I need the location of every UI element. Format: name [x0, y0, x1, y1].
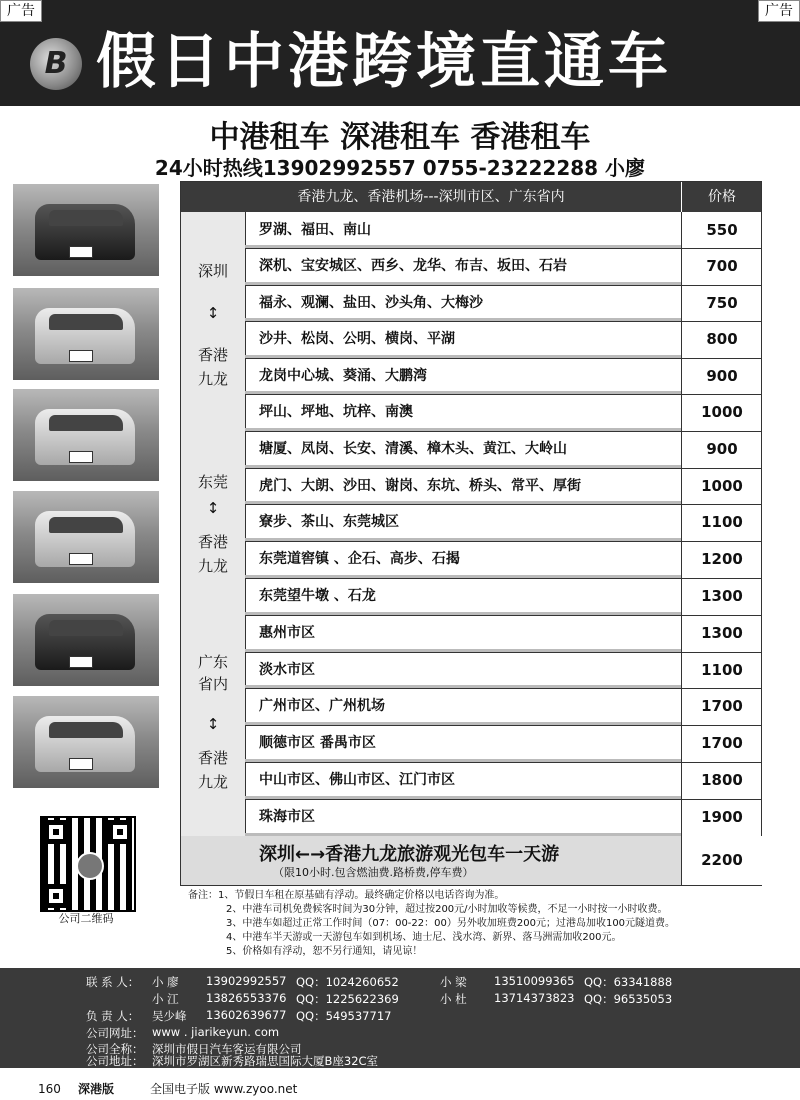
- note-4: 4、中港车半天游或一天游包车如到机场、迪士尼、浅水湾、新界、落马洲需加收200元。: [226, 932, 622, 943]
- contact-qq: QQ：1024260652: [296, 975, 399, 989]
- page-footer: [0, 1078, 800, 1100]
- row-dest: 罗湖、福田、南山: [259, 222, 371, 238]
- hotline: 24小时热线13902992557 0755-23222288 小廖: [154, 156, 646, 180]
- qr-code[interactable]: [40, 816, 136, 912]
- group-dongguan: [181, 431, 246, 616]
- row-dest: 东莞望牛墩 、石龙: [259, 588, 376, 604]
- table-row: [245, 725, 761, 763]
- group-to2: 九龙: [197, 557, 228, 575]
- site-link[interactable]: 全国电子版 www.zyoo.net: [150, 1082, 298, 1096]
- contact-phone[interactable]: 13510099365: [494, 974, 575, 988]
- contact-phone[interactable]: 13902992557: [206, 974, 287, 988]
- group-to2: 九龙: [197, 773, 228, 791]
- contact-phone[interactable]: 13826553376: [206, 991, 287, 1005]
- row-dest: 虎门、大朗、沙田、谢岗、东坑、桥头、常平、厚街: [259, 478, 581, 494]
- tour-note: （限10小时.包含燃油费.路桥费,停车费）: [273, 866, 474, 879]
- table-row: [245, 652, 761, 689]
- group-from2: 省内: [197, 675, 228, 693]
- logo-letter: B: [44, 46, 68, 81]
- row-price: 1100: [681, 504, 762, 541]
- row-dest: 塘厦、凤岗、长安、清溪、樟木头、黄江、大岭山: [259, 441, 567, 457]
- van-photo-2: [13, 288, 159, 380]
- row-price: 1000: [681, 394, 762, 431]
- header-price: 价格: [681, 182, 762, 212]
- row-price: 800: [681, 321, 762, 358]
- row-price: 900: [681, 358, 762, 394]
- label-address: 公司地址：: [86, 1054, 144, 1068]
- row-price: 700: [681, 248, 762, 285]
- table-row: [245, 321, 761, 359]
- group-to2: 九龙: [197, 370, 228, 388]
- price-table: [180, 181, 762, 886]
- table-row: [245, 248, 761, 286]
- row-dest: 中山市区、佛山市区、江门市区: [259, 772, 455, 788]
- group-from: 东莞: [197, 473, 228, 491]
- row-dest: 沙井、松岗、公明、横岗、平湖: [259, 331, 455, 347]
- note-3: 3、中港车如超过正常工作时间（07：00-22：00）另外收加班费200元；过港岛加收100元隧道费。: [226, 918, 676, 929]
- row-price: 1100: [681, 652, 762, 688]
- ad-tag-right: 广告: [758, 0, 800, 22]
- row-price: 1300: [681, 578, 762, 615]
- group-to: 香港: [197, 749, 228, 767]
- contact-name: 小 廖: [152, 975, 179, 989]
- table-row: [245, 468, 761, 505]
- edition: 深港版: [78, 1082, 115, 1096]
- company-logo: [30, 38, 82, 90]
- company-address: 深圳市罗湖区新秀路瑞思国际大厦B座32C室: [152, 1054, 379, 1068]
- row-dest: 坪山、坪地、坑梓、南澳: [259, 404, 413, 420]
- contact-qq: QQ：1225622369: [296, 992, 399, 1006]
- row-dest: 深机、宝安城区、西乡、龙华、布吉、坂田、石岩: [259, 258, 567, 274]
- table-row: [245, 615, 761, 653]
- table-row: [245, 688, 761, 726]
- table-row: [245, 394, 761, 432]
- subtitle: 中港租车 深港租车 香港租车: [209, 120, 591, 155]
- head-phone[interactable]: 13602639677: [206, 1008, 287, 1022]
- contact-qq: QQ：96535053: [584, 992, 673, 1006]
- row-price: 900: [681, 431, 762, 468]
- row-dest: 龙岗中心城、葵涌、大鹏湾: [259, 368, 427, 384]
- group-to: 香港: [197, 533, 228, 551]
- contact-name: 小 杜: [440, 992, 467, 1006]
- table-row: [245, 541, 761, 579]
- row-dest: 福永、观澜、盐田、沙头角、大梅沙: [259, 295, 483, 311]
- label-contact: 联 系 人：: [86, 975, 140, 989]
- arrow-icon: ↕: [206, 304, 220, 322]
- table-row: [245, 762, 761, 800]
- row-price: 1700: [681, 725, 762, 762]
- row-dest: 惠州市区: [259, 625, 315, 641]
- row-dest: 寮步、茶山、东莞城区: [259, 514, 399, 530]
- row-dest: 东莞道窖镇 、企石、高步、石揭: [259, 551, 460, 567]
- row-price: 1800: [681, 762, 762, 799]
- website-link[interactable]: www . jiarikeyun. com: [152, 1025, 280, 1039]
- table-row: [245, 285, 761, 322]
- page-number: 160: [38, 1082, 61, 1096]
- row-dest: 广州市区、广州机场: [259, 698, 385, 714]
- row-dest: 顺德市区 番禺市区: [259, 735, 376, 751]
- row-dest: 珠海市区: [259, 809, 315, 825]
- group-from: 深圳: [197, 262, 228, 280]
- row-dest: 淡水市区: [259, 662, 315, 678]
- table-row: [245, 212, 761, 249]
- van-photo-1: [13, 184, 159, 276]
- page-title: 假日中港跨境直通车: [96, 27, 672, 97]
- table-row: [245, 799, 761, 837]
- van-photo-5: [13, 594, 159, 686]
- note-5: 5、价格如有浮动，恕不另行通知，请见谅！: [226, 946, 423, 957]
- qr-caption: 公司二维码: [58, 912, 114, 925]
- row-price: 1900: [681, 799, 762, 836]
- contact-qq: QQ：63341888: [584, 975, 673, 989]
- row-price: 550: [681, 212, 762, 248]
- tour-price: 2200: [681, 836, 762, 885]
- van-photo-3: [13, 389, 159, 481]
- note-2: 2、中港车司机免费候客时间为30分钟，超过按200元/小时加收等候费，不足一小时按一小时收费。: [226, 904, 668, 915]
- contact-block: [0, 968, 800, 1068]
- arrow-icon: ↕: [206, 715, 220, 733]
- contact-phone[interactable]: 13714373823: [494, 991, 575, 1005]
- ad-tag-left: 广告: [0, 0, 42, 22]
- tour-title: 深圳←→香港九龙旅游观光包车一天游: [259, 844, 560, 865]
- row-price: 1700: [681, 688, 762, 725]
- company-fullname: 深圳市假日汽车客运有限公司: [152, 1042, 302, 1056]
- title-banner: [0, 0, 800, 106]
- row-price: 1200: [681, 541, 762, 578]
- group-to: 香港: [197, 346, 228, 364]
- contact-name: 小 梁: [440, 975, 467, 989]
- van-photo-4: [13, 491, 159, 583]
- label-fullname: 公司全称：: [86, 1042, 144, 1056]
- group-from: 广东: [197, 653, 228, 671]
- label-head: 负 责 人：: [86, 1009, 140, 1023]
- group-guangdong: [181, 615, 246, 837]
- table-row: [245, 504, 761, 542]
- tour-row: [181, 836, 761, 885]
- table-row: [245, 358, 761, 395]
- table-row: [245, 578, 761, 616]
- head-name: 吴少峰: [152, 1009, 187, 1023]
- table-row: [245, 431, 761, 469]
- header-route: 香港九龙、香港机场---深圳市区、广东省内: [297, 189, 565, 205]
- contact-name: 小 江: [152, 992, 179, 1006]
- row-price: 750: [681, 285, 762, 321]
- row-price: 1300: [681, 615, 762, 652]
- label-website: 公司网址：: [86, 1026, 144, 1040]
- note-1: 备注：1、节假日车租在原基础有浮动。最终确定价格以电话咨询为准。: [188, 890, 505, 901]
- row-price: 1000: [681, 468, 762, 504]
- table-header: [181, 182, 761, 212]
- arrow-icon: ↕: [206, 499, 220, 517]
- head-qq: QQ：549537717: [296, 1009, 392, 1023]
- van-photo-6: [13, 696, 159, 788]
- group-shenzhen: [181, 212, 246, 432]
